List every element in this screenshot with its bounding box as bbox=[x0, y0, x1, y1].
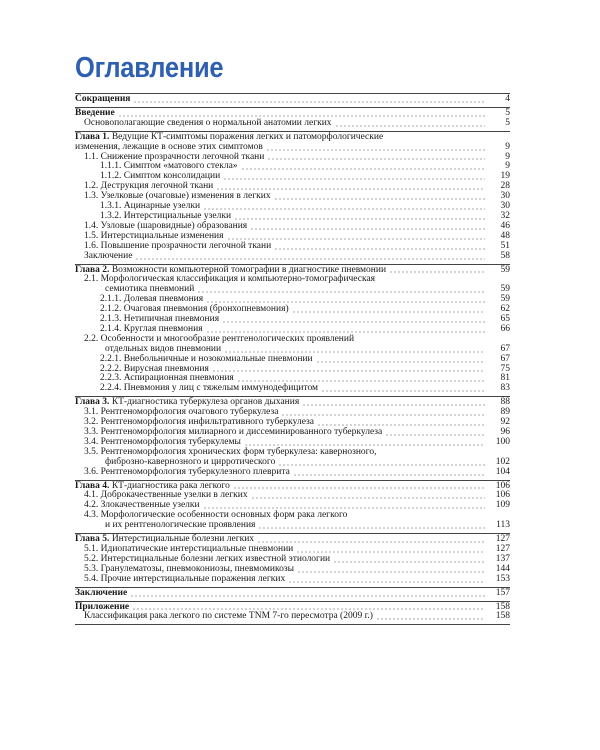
dot-leader bbox=[257, 541, 485, 543]
page-number: 4 bbox=[505, 94, 510, 104]
toc-entry-label: Введение bbox=[75, 107, 115, 118]
dot-leader bbox=[133, 101, 485, 103]
dot-leader bbox=[250, 228, 485, 230]
toc-entry-label: 1.3.1. Ацинарные узелки bbox=[100, 201, 201, 212]
page-number: 127 bbox=[495, 543, 510, 554]
toc-entry-label: Заключение bbox=[84, 250, 133, 261]
chapter-number: Глава 2. bbox=[75, 264, 110, 275]
toc-section bbox=[75, 396, 510, 479]
page-number: 67 bbox=[500, 343, 510, 354]
page-number: 59 bbox=[500, 264, 510, 275]
page-number: 51 bbox=[500, 240, 510, 251]
chapter-number: Глава 3. bbox=[75, 397, 110, 408]
dot-leader bbox=[118, 115, 485, 117]
page-number: 9 bbox=[505, 141, 510, 152]
dot-leader bbox=[274, 198, 485, 200]
toc-entry-label: Сокращения bbox=[75, 94, 131, 104]
dot-leader bbox=[267, 158, 485, 160]
dot-leader bbox=[203, 507, 485, 509]
dot-leader bbox=[335, 125, 485, 127]
toc-entry-label: 1.3.2. Интерстициальные узелки bbox=[100, 210, 232, 221]
toc-entry-label: 2.2.1. Внебольничные и нозокомиальные пневмонии bbox=[100, 353, 313, 364]
toc-entry-label: 5.3. Гранулематозы, пневмокониозы, пневмомикозы bbox=[84, 563, 294, 574]
table-of-contents bbox=[75, 93, 510, 625]
toc-entry-label: 3.6. Рентгеноморфология туберкулезного плеврита bbox=[84, 466, 290, 477]
toc-entry-label: 3.3. Рентгеноморфология милиарного и диссеминированного туберкулеза bbox=[84, 427, 383, 437]
toc-section bbox=[75, 480, 510, 534]
toc-entry-label: 2.2.2. Вирусная пневмония bbox=[100, 363, 209, 374]
dot-leader bbox=[296, 551, 485, 553]
toc-entry[interactable] bbox=[75, 612, 510, 622]
toc-entry-label: 5.1. Идиопатические интерстициальные пневмонии bbox=[84, 543, 294, 554]
page-number: 59 bbox=[500, 294, 510, 305]
toc-entry-label: Заключение bbox=[75, 587, 128, 598]
dot-leader bbox=[316, 361, 485, 363]
toc-entry-label: Интерстициальные болезни легких bbox=[111, 534, 255, 545]
toc-entry[interactable] bbox=[75, 589, 510, 599]
dot-leader bbox=[258, 527, 485, 529]
toc-entry-label: 1.1.2. Симптом консолидации bbox=[100, 171, 221, 182]
page-number: 32 bbox=[500, 210, 510, 221]
page-number: 100 bbox=[495, 436, 510, 447]
dot-leader bbox=[223, 178, 485, 180]
dot-leader bbox=[333, 561, 485, 563]
toc-entry-label: 1.1. Снижение прозрачности легочной ткани bbox=[84, 151, 265, 162]
toc-entry-title bbox=[84, 119, 332, 129]
dot-leader bbox=[206, 301, 485, 303]
page-number: 75 bbox=[500, 363, 510, 374]
dot-leader bbox=[385, 434, 485, 436]
toc-entry-label: Ведущие КТ-симптомы поражения легких и патоморфологические bbox=[111, 131, 384, 142]
dot-leader bbox=[292, 311, 485, 313]
page-number: 62 bbox=[500, 304, 510, 315]
toc-entry-label: 1.6. Повышение прозрачности легочной ткани bbox=[84, 240, 272, 251]
page-number: 28 bbox=[500, 181, 510, 192]
page-number: 67 bbox=[500, 353, 510, 364]
page-number: 48 bbox=[500, 230, 510, 241]
page-number: 158 bbox=[495, 601, 510, 612]
dot-leader bbox=[389, 271, 485, 273]
toc-section bbox=[75, 107, 510, 131]
toc-entry-title bbox=[105, 521, 255, 531]
toc-entry-label: отдельных видов пневмонии bbox=[105, 343, 222, 354]
page-number: 137 bbox=[495, 553, 510, 564]
page-number: 127 bbox=[495, 534, 510, 545]
toc-section bbox=[75, 93, 510, 107]
page-number: 157 bbox=[495, 587, 510, 598]
dot-leader bbox=[244, 444, 485, 446]
toc-entry[interactable] bbox=[75, 95, 510, 105]
page-number: 65 bbox=[500, 314, 510, 325]
page-number: 58 bbox=[500, 250, 510, 261]
page-number: 106 bbox=[495, 490, 510, 501]
toc-entry-label: 1.1.1. Симптом «матового стекла» bbox=[100, 161, 238, 172]
dot-leader bbox=[206, 331, 485, 333]
toc-entry-label: 2.2.3. Аспирационная пневмония bbox=[100, 373, 234, 384]
page-number: 66 bbox=[500, 323, 510, 334]
page-number: 59 bbox=[500, 284, 510, 295]
dot-leader bbox=[234, 218, 485, 220]
chapter-number: Глава 4. bbox=[75, 480, 110, 491]
toc-entry-label: семиотика пневмоний bbox=[105, 284, 195, 295]
toc-entry[interactable] bbox=[75, 468, 510, 478]
page-title: Оглавление bbox=[75, 52, 224, 84]
page-number: 113 bbox=[496, 520, 510, 531]
toc-entry-title bbox=[84, 612, 373, 622]
toc-entry-label: 2.1. Морфологическая классификация и компьютерно-томографическая bbox=[84, 274, 376, 285]
toc-entry[interactable] bbox=[75, 242, 510, 252]
page-number: 30 bbox=[500, 201, 510, 212]
dot-leader bbox=[135, 258, 485, 260]
page-number: 109 bbox=[495, 500, 510, 511]
toc-section bbox=[75, 264, 510, 397]
dot-leader bbox=[288, 581, 485, 583]
toc-section bbox=[75, 533, 510, 587]
toc-entry-title bbox=[75, 589, 127, 599]
page-number: 9 bbox=[505, 151, 510, 162]
dot-leader bbox=[227, 238, 485, 240]
toc-entry-label: КТ-диагностика рака легкого bbox=[111, 480, 230, 491]
toc-entry-title bbox=[84, 468, 290, 478]
toc-entry-label: 5.4. Прочие интерстициальные поражения легких bbox=[84, 573, 286, 584]
dot-leader bbox=[233, 487, 485, 489]
page-number: 81 bbox=[500, 373, 510, 384]
toc-section bbox=[75, 131, 510, 264]
toc-entry-label: 1.2. Деструкция легочной ткани bbox=[84, 181, 214, 192]
dot-leader bbox=[130, 595, 485, 597]
toc-entry-label: 4.1. Доброкачественные узелки в легких bbox=[84, 490, 248, 501]
page-number: 46 bbox=[500, 220, 510, 231]
toc-entry[interactable] bbox=[75, 575, 510, 585]
page-number: 102 bbox=[495, 456, 510, 467]
toc-entry-label: и их рентгенологические проявления bbox=[105, 520, 256, 531]
toc-entry-label: 2.2.4. Пневмония у лиц с тяжелым иммунодефицитом bbox=[100, 383, 319, 394]
toc-entry[interactable] bbox=[75, 521, 510, 531]
dot-leader bbox=[203, 208, 485, 210]
dot-leader bbox=[197, 291, 485, 293]
dot-leader bbox=[321, 390, 485, 392]
toc-entry-label: 3.4. Рентгеноморфология туберкулемы bbox=[84, 436, 241, 447]
page-number: 96 bbox=[500, 427, 510, 437]
dot-leader bbox=[224, 351, 485, 353]
toc-entry-label: изменения, лежащие в основе этих симптомов bbox=[75, 141, 263, 152]
page-number: 106 bbox=[495, 480, 510, 491]
chapter-number: Глава 1. bbox=[75, 131, 110, 142]
toc-entry-label: фиброзно-кавернозного и цирротического bbox=[105, 456, 276, 467]
toc-entry-label: 3.1. Рентгеноморфология очагового туберкулеза bbox=[84, 407, 279, 418]
toc-entry-label: 2.1.3. Нетипичная пневмония bbox=[100, 314, 220, 325]
page-number: 92 bbox=[500, 417, 510, 428]
dot-leader bbox=[278, 464, 485, 466]
toc-entry-label: 1.3. Узелковые (очаговые) изменения в легких bbox=[84, 191, 271, 202]
toc-entry-label: 2.1.1. Долевая пневмония bbox=[100, 294, 204, 305]
dot-leader bbox=[293, 474, 485, 476]
page-number: 30 bbox=[500, 191, 510, 202]
dot-leader bbox=[281, 414, 485, 416]
toc-entry-label: 5.2. Интерстициальные болезни легких известной этиологии bbox=[84, 553, 331, 564]
toc-entry-title bbox=[100, 384, 318, 394]
toc-entry-title bbox=[84, 575, 285, 585]
page-number: 5 bbox=[505, 107, 510, 118]
dot-leader bbox=[297, 571, 485, 573]
page-number: 5 bbox=[505, 117, 510, 128]
page-number: 9 bbox=[505, 161, 510, 172]
toc-entry-label: 4.2. Злокачественные узелки bbox=[84, 500, 200, 511]
toc-entry-label: 4.3. Морфологические особенности основных форм рака легкого bbox=[84, 510, 348, 521]
dot-leader bbox=[222, 321, 485, 323]
dot-leader bbox=[376, 618, 485, 620]
toc-entry[interactable] bbox=[75, 384, 510, 394]
toc-section bbox=[75, 587, 510, 601]
dot-leader bbox=[216, 188, 485, 190]
toc-entry-label: 3.2. Рентгеноморфология инфильтративного туберкулеза bbox=[84, 417, 315, 428]
page-number: 144 bbox=[495, 563, 510, 574]
toc-entry-label: КТ-диагностика туберкулеза органов дыхания bbox=[111, 397, 300, 408]
toc-entry-label: Приложение bbox=[75, 601, 130, 612]
toc-entry-label: 1.5. Интерстициальные изменения bbox=[84, 230, 224, 241]
page-number: 153 bbox=[495, 573, 510, 584]
toc-entry-label: 2.1.2. Очаговая пневмония (бронхопневмония) bbox=[100, 304, 289, 315]
page-number: 158 bbox=[495, 611, 510, 622]
toc-entry-label: Основополагающие сведения о нормальной анатомии легких bbox=[84, 117, 332, 128]
dot-leader bbox=[302, 404, 485, 406]
toc-section bbox=[75, 601, 510, 626]
toc-entry[interactable] bbox=[75, 252, 510, 262]
dot-leader bbox=[241, 168, 485, 170]
page-number: 89 bbox=[500, 407, 510, 418]
toc-entry-title bbox=[84, 252, 132, 262]
page-number: 88 bbox=[500, 397, 510, 408]
dot-leader bbox=[251, 497, 485, 499]
page-number: 19 bbox=[500, 171, 510, 182]
dot-leader bbox=[266, 149, 485, 151]
page-number: 104 bbox=[495, 466, 510, 477]
toc-entry-title bbox=[75, 95, 130, 105]
toc-entry-label: Возможности компьютерной томографии в диагностике пневмонии bbox=[111, 264, 387, 275]
dot-leader bbox=[317, 424, 485, 426]
chapter-number: Глава 5. bbox=[75, 534, 110, 545]
page-number: 83 bbox=[500, 383, 510, 394]
toc-entry-label: 2.2. Особенности и многообразие рентгенологических проявлений bbox=[84, 333, 355, 344]
toc-entry-label: 2.1.4. Круглая пневмония bbox=[100, 323, 203, 334]
toc-entry[interactable] bbox=[75, 119, 510, 129]
toc-entry-label: Классификация рака легкого по системе TNM 7-го пересмотра (2009 г.) bbox=[84, 611, 373, 622]
dot-leader bbox=[274, 248, 485, 250]
dot-leader bbox=[212, 370, 485, 372]
toc-entry-label: 3.5. Рентгеноморфология хронических форм туберкулеза: кавернозного, bbox=[84, 446, 377, 457]
toc-entry-label: 1.4. Узловые (шаровидные) образования bbox=[84, 220, 248, 231]
